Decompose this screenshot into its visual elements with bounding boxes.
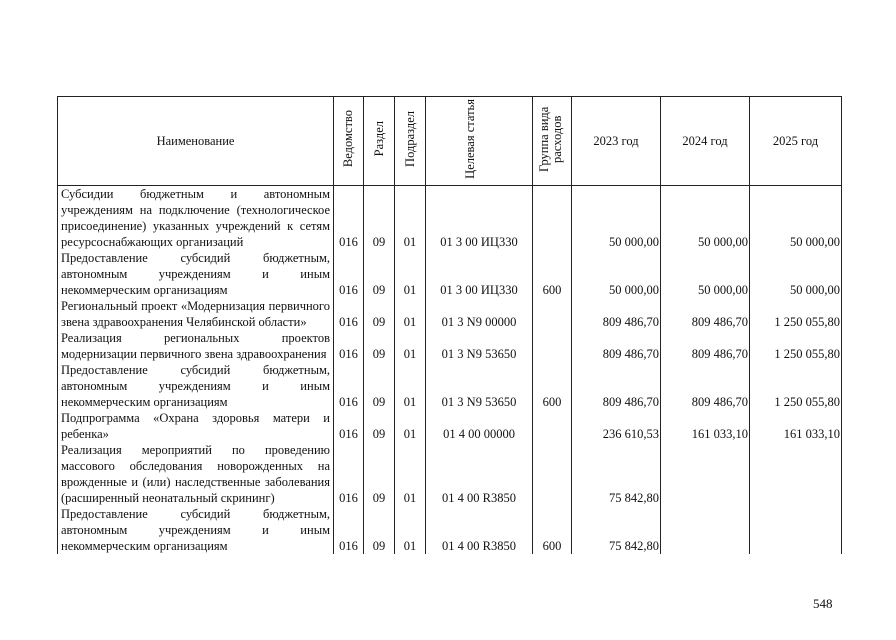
row-podrazdel-cell: 01 bbox=[395, 186, 426, 251]
row-2025-cell: 50 000,00 bbox=[750, 186, 842, 251]
col-header-target: Целевая статья bbox=[426, 97, 533, 186]
row-2023-cell: 809 486,70 bbox=[572, 298, 661, 330]
col-header-vedomstvo: Ведомство bbox=[334, 97, 364, 186]
row-podrazdel-cell: 01 bbox=[395, 250, 426, 298]
row-name-cell: Предоставление субсидий бюджетным, автономным учреждениям и иным некоммерческим организациям bbox=[58, 362, 334, 410]
row-target-cell: 01 3 N9 00000 bbox=[426, 298, 533, 330]
row-2023-cell: 809 486,70 bbox=[572, 362, 661, 410]
row-2023-cell: 236 610,53 bbox=[572, 410, 661, 442]
row-vedomstvo-cell: 016 bbox=[334, 442, 364, 506]
row-group-cell: 600 bbox=[533, 506, 572, 554]
table-row bbox=[58, 442, 842, 506]
row-2025-cell bbox=[750, 506, 842, 554]
row-group-cell bbox=[533, 298, 572, 330]
row-2024-cell: 161 033,10 bbox=[661, 410, 750, 442]
row-name-cell: Предоставление субсидий бюджетным, автономным учреждениям и иным некоммерческим организациям bbox=[58, 250, 334, 298]
row-podrazdel-cell: 01 bbox=[395, 330, 426, 362]
row-name-cell: Реализация мероприятий по проведению массового обследования новорожденных на врожденные и (или) наследственные заболевания (расширенный неонатальный скрининг) bbox=[58, 442, 334, 506]
row-razdel-cell: 09 bbox=[364, 506, 395, 554]
col-header-group: Группа вида расходов bbox=[533, 97, 572, 186]
table-row bbox=[58, 186, 842, 251]
row-razdel-cell: 09 bbox=[364, 186, 395, 251]
table-row bbox=[58, 330, 842, 362]
row-name-cell: Подпрограмма «Охрана здоровья матери и ребенка» bbox=[58, 410, 334, 442]
row-2024-cell: 50 000,00 bbox=[661, 186, 750, 251]
row-vedomstvo-cell: 016 bbox=[334, 250, 364, 298]
row-2024-cell: 50 000,00 bbox=[661, 250, 750, 298]
row-2024-cell bbox=[661, 442, 750, 506]
row-razdel-cell: 09 bbox=[364, 330, 395, 362]
row-name-cell: Региональный проект «Модернизация первичного звена здравоохранения Челябинской области» bbox=[58, 298, 334, 330]
row-razdel-cell: 09 bbox=[364, 298, 395, 330]
page-number: 548 bbox=[813, 596, 833, 611]
row-2025-cell: 1 250 055,80 bbox=[750, 362, 842, 410]
row-2025-cell: 1 250 055,80 bbox=[750, 298, 842, 330]
row-group-cell bbox=[533, 410, 572, 442]
budget-table-container bbox=[57, 96, 841, 554]
row-vedomstvo-cell: 016 bbox=[334, 298, 364, 330]
row-vedomstvo-cell: 016 bbox=[334, 186, 364, 251]
col-header-2023: 2023 год bbox=[572, 97, 661, 186]
row-2025-cell: 50 000,00 bbox=[750, 250, 842, 298]
row-vedomstvo-cell: 016 bbox=[334, 362, 364, 410]
row-podrazdel-cell: 01 bbox=[395, 362, 426, 410]
row-vedomstvo-cell: 016 bbox=[334, 330, 364, 362]
row-name-cell: Реализация региональных проектов модернизации первичного звена здравоохранения bbox=[58, 330, 334, 362]
row-razdel-cell: 09 bbox=[364, 250, 395, 298]
row-target-cell: 01 3 00 ИЦ330 bbox=[426, 250, 533, 298]
row-name-cell: Субсидии бюджетным и автономным учреждениям на подключение (технологическое присоединение) указанных учреждений к сетям ресурсоснабжающих организаций bbox=[58, 186, 334, 251]
row-razdel-cell: 09 bbox=[364, 442, 395, 506]
col-header-razdel: Раздел bbox=[364, 97, 395, 186]
row-target-cell: 01 4 00 R3850 bbox=[426, 442, 533, 506]
row-target-cell: 01 4 00 R3850 bbox=[426, 506, 533, 554]
row-razdel-cell: 09 bbox=[364, 362, 395, 410]
row-2024-cell: 809 486,70 bbox=[661, 330, 750, 362]
row-2024-cell: 809 486,70 bbox=[661, 362, 750, 410]
table-header-row bbox=[58, 97, 842, 186]
row-2024-cell: 809 486,70 bbox=[661, 298, 750, 330]
row-name-cell: Предоставление субсидий бюджетным, автономным учреждениям и иным некоммерческим организациям bbox=[58, 506, 334, 554]
row-group-cell bbox=[533, 330, 572, 362]
row-vedomstvo-cell: 016 bbox=[334, 506, 364, 554]
row-2024-cell bbox=[661, 506, 750, 554]
col-header-2024: 2024 год bbox=[661, 97, 750, 186]
col-header-name: Наименование bbox=[58, 97, 334, 186]
row-razdel-cell: 09 bbox=[364, 410, 395, 442]
table-row bbox=[58, 362, 842, 410]
row-target-cell: 01 3 N9 53650 bbox=[426, 330, 533, 362]
row-group-cell: 600 bbox=[533, 250, 572, 298]
row-2023-cell: 50 000,00 bbox=[572, 250, 661, 298]
row-2025-cell: 1 250 055,80 bbox=[750, 330, 842, 362]
row-target-cell: 01 3 N9 53650 bbox=[426, 362, 533, 410]
table-row bbox=[58, 250, 842, 298]
budget-table bbox=[57, 96, 842, 554]
table-body bbox=[58, 186, 842, 555]
row-2023-cell: 75 842,80 bbox=[572, 442, 661, 506]
table-row bbox=[58, 410, 842, 442]
row-podrazdel-cell: 01 bbox=[395, 410, 426, 442]
row-podrazdel-cell: 01 bbox=[395, 506, 426, 554]
col-header-2025: 2025 год bbox=[750, 97, 842, 186]
row-group-cell bbox=[533, 186, 572, 251]
row-podrazdel-cell: 01 bbox=[395, 442, 426, 506]
row-target-cell: 01 3 00 ИЦ330 bbox=[426, 186, 533, 251]
row-2023-cell: 75 842,80 bbox=[572, 506, 661, 554]
row-2023-cell: 50 000,00 bbox=[572, 186, 661, 251]
row-podrazdel-cell: 01 bbox=[395, 298, 426, 330]
row-2025-cell: 161 033,10 bbox=[750, 410, 842, 442]
table-row bbox=[58, 298, 842, 330]
col-header-podrazdel: Подраздел bbox=[395, 97, 426, 186]
row-group-cell: 600 bbox=[533, 362, 572, 410]
row-2023-cell: 809 486,70 bbox=[572, 330, 661, 362]
row-2025-cell bbox=[750, 442, 842, 506]
row-target-cell: 01 4 00 00000 bbox=[426, 410, 533, 442]
row-vedomstvo-cell: 016 bbox=[334, 410, 364, 442]
row-group-cell bbox=[533, 442, 572, 506]
table-row bbox=[58, 506, 842, 554]
